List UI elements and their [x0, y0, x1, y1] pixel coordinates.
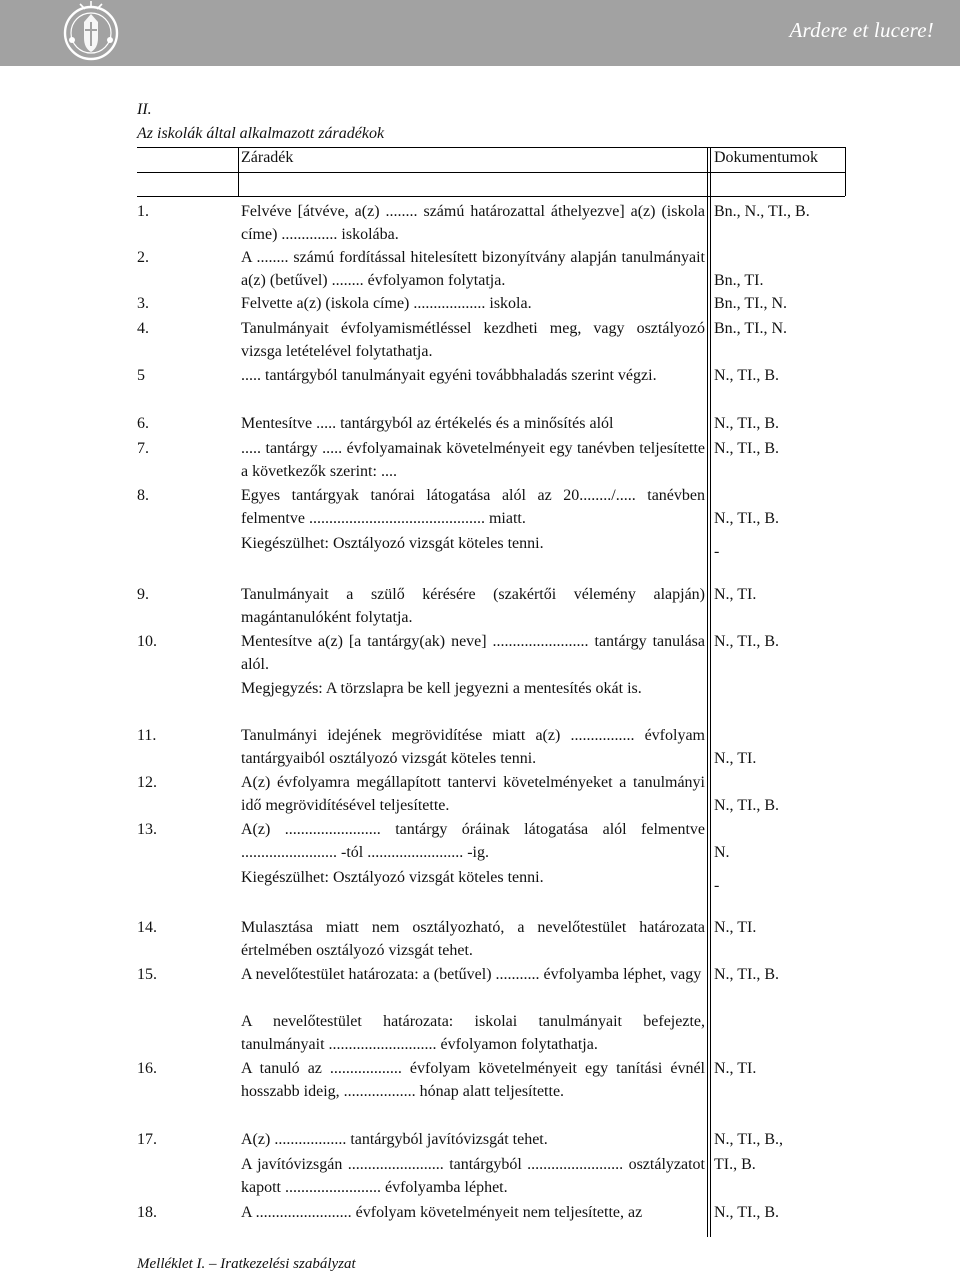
- row-text: Kiegészülhet: Osztályozó vizsgát köteles tenni.: [241, 535, 544, 552]
- row-number: 16.: [137, 1060, 157, 1077]
- row-text: Egyes tantárgyak tanórai látogatása alól az 20......../..... tanévben felmentve ............................................ miatt.: [241, 487, 705, 527]
- column-divider-left: [238, 147, 239, 196]
- row-text: ..... tantárgyból tanulmányait egyéni továbbhaladás szerint végzi.: [241, 367, 657, 384]
- column-divider-main: [707, 147, 708, 1237]
- row-number: 6.: [137, 415, 149, 432]
- row-number: 5: [137, 367, 145, 384]
- row-text: A(z) .................. tantárgyból javítóvizsgát tehet.: [241, 1131, 548, 1148]
- row-number: 11.: [137, 727, 157, 744]
- row-documents: N., TI., B.: [714, 797, 780, 814]
- row-number: 2.: [137, 249, 149, 266]
- row-documents: N., TI.: [714, 750, 757, 767]
- row-text: Mentesítve a(z) [a tantárgy(ak) neve] ........................ tantárgy tanulása alól.: [241, 633, 705, 673]
- column-divider-right: [845, 147, 846, 196]
- column-header-documents: Dokumentumok: [714, 149, 818, 166]
- school-crest-icon: [52, 0, 130, 66]
- row-documents: N., TI.: [714, 586, 757, 603]
- row-text: Felvéve [átvéve, a(z) ........ számú határozattal áthelyezve] a(z) (iskola címe) .............. iskolába.: [241, 203, 705, 243]
- row-documents: Bn., TI.: [714, 272, 764, 289]
- row-number: 8.: [137, 487, 149, 504]
- row-number: 13.: [137, 821, 157, 838]
- motto: Ardere et lucere!: [789, 18, 934, 42]
- row-text: A nevelőtestület határozata: a (betűvel) ........... évfolyamba léphet, vagy: [241, 966, 702, 983]
- row-text: ..... tantárgy ..... évfolyamainak követelményeit egy tanévben teljesítette a következők szerint: ....: [241, 440, 705, 480]
- row-number: 17.: [137, 1131, 157, 1148]
- row-text: Megjegyzés: A törzslapra be kell jegyezni a mentesítés okát is.: [241, 680, 642, 697]
- row-text: Mentesítve ..... tantárgyból az értékelés és a minősítés alól: [241, 415, 614, 432]
- row-documents: Bn., N., TI., B.: [714, 203, 810, 220]
- row-number: 1.: [137, 203, 149, 220]
- section-number: II.: [137, 101, 152, 118]
- row-documents: N., TI., B.: [714, 440, 780, 457]
- row-text: Tanulmányait a szülő kérésére (szakértői vélemény alapján) magántanulóként folytatja.: [241, 586, 705, 626]
- row-text: Tanulmányait évfolyamismétléssel kezdheti meg, vagy osztályozó vizsga letételével folytathatja.: [241, 320, 705, 360]
- row-number: 10.: [137, 633, 157, 650]
- row-text: Mulasztása miatt nem osztályozható, a nevelőtestület határozata értelmében osztályozó vizsgát tehet.: [241, 919, 705, 959]
- page-footer: Melléklet I. – Iratkezelési szabályzat: [137, 1256, 356, 1272]
- column-header-clause: Záradék: [241, 149, 294, 166]
- row-number: 14.: [137, 919, 157, 936]
- row-text: Tanulmányi idejének megrövidítése miatt a(z) ................ évfolyam tantárgyaiból osztályozó vizsgát köteles tenni.: [241, 727, 705, 767]
- row-documents: N., TI., B.: [714, 367, 780, 384]
- row-text: A ........ számú fordítással hitelesített bizonyítvány alapján tanulmányait a(z) (betűvel) ........ évfolyamon folytatja.: [241, 249, 705, 289]
- row-documents: -: [714, 877, 720, 894]
- row-number: 7.: [137, 440, 149, 457]
- row-documents: TI., B.: [714, 1156, 756, 1173]
- row-documents: N.: [714, 844, 730, 861]
- row-documents: N., TI.: [714, 919, 757, 936]
- table-top-rule: [137, 147, 845, 148]
- row-number: 3.: [137, 295, 149, 312]
- row-documents: Bn., TI., N.: [714, 320, 788, 337]
- header-bar: [0, 0, 960, 66]
- header-bottom-rule: [137, 172, 845, 173]
- row-text: A nevelőtestület határozata: iskolai tanulmányait befejezte, tanulmányait ........................... évfolyamon folytathatja.: [241, 1013, 705, 1053]
- row-documents: Bn., TI., N.: [714, 295, 788, 312]
- row-text: A ........................ évfolyam követelményeit nem teljesítette, az: [241, 1204, 643, 1221]
- header-bottom-rule-2: [137, 196, 845, 197]
- row-number: 12.: [137, 774, 157, 791]
- row-documents: N., TI., B.: [714, 1204, 780, 1221]
- row-documents: N., TI., B.: [714, 633, 780, 650]
- column-divider-main-2: [710, 147, 711, 1237]
- row-number: 18.: [137, 1204, 157, 1221]
- row-text: Kiegészülhet: Osztályozó vizsgát köteles tenni.: [241, 869, 544, 886]
- row-text: Felvette a(z) (iskola címe) .................. iskola.: [241, 295, 532, 312]
- row-text: A tanuló az .................. évfolyam követelményeit egy tanítási évnél hosszabb ideig, .................. hónap alatt teljesítette.: [241, 1060, 705, 1100]
- row-documents: N., TI., B.: [714, 966, 780, 983]
- row-number: 4.: [137, 320, 149, 337]
- section-title: Az iskolák által alkalmazott záradékok: [137, 125, 385, 142]
- row-documents: N., TI., B.: [714, 510, 780, 527]
- row-number: 9.: [137, 586, 149, 603]
- row-text: A(z) évfolyamra megállapított tantervi követelményeket a tanulmányi idő megrövidítésével teljesítette.: [241, 774, 705, 814]
- row-text: A javítóvizsgán ........................ tantárgyból ........................ osztályzatot kapott ........................ évfolyamba léphet.: [241, 1156, 705, 1196]
- row-text: A(z) ........................ tantárgy óráinak látogatása alól felmentve ........................ -tól ........................ -ig.: [241, 821, 705, 861]
- row-number: 15.: [137, 966, 157, 983]
- row-documents: N., TI., B.,: [714, 1131, 784, 1148]
- row-documents: N., TI.: [714, 1060, 757, 1077]
- row-documents: -: [714, 543, 720, 560]
- row-documents: N., TI., B.: [714, 415, 780, 432]
